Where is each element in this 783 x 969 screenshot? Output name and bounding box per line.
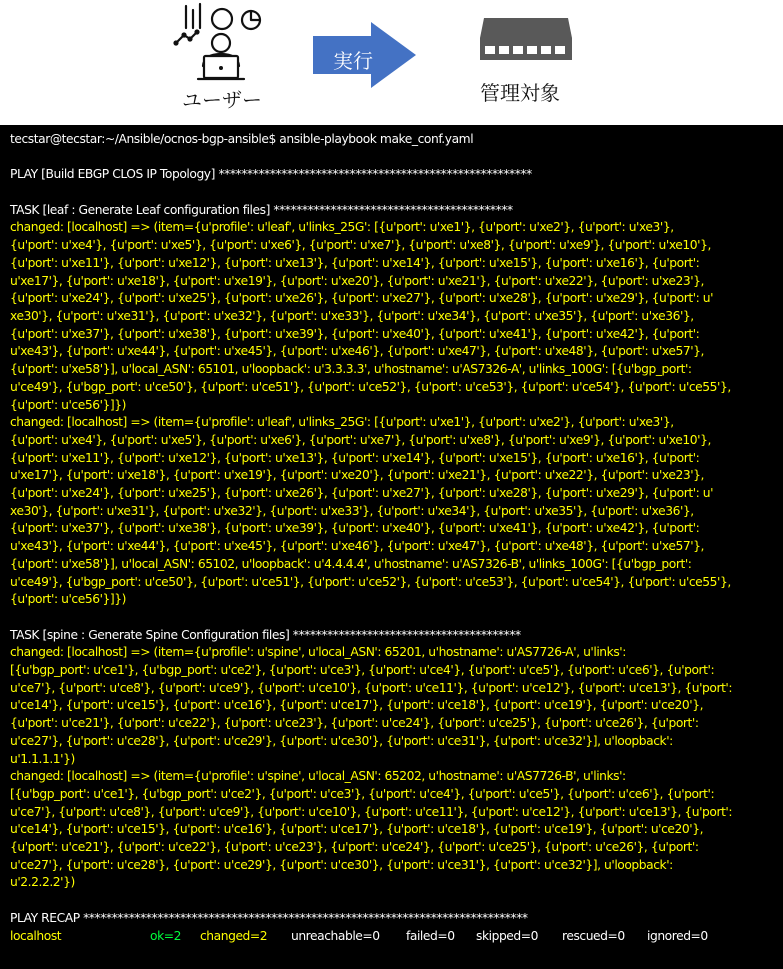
- terminal-line: {u'port': u'ce56'}]}): [10, 397, 126, 412]
- terminal-line: tecstar@tecstar:~/Ansible/ocnos-bgp-ansible$ ansible-playbook make_conf.yaml: [10, 132, 474, 146]
- terminal-line: u'2.2.2.2'}): [10, 875, 75, 890]
- terminal-line: u'xe17'}, {u'port': u'xe18'}, {u'port': u'xe19'}, {u'port': u'xe20'}, {u'port': u'xe21'}, {u'port': u'xe22'}, {u'port': u'xe23'},: [10, 468, 705, 483]
- terminal-line: TASK [leaf : Generate Leaf configuration files] ******************************************: [10, 202, 513, 217]
- terminal-line: u'ce49'}, {u'bgp_port': u'ce50'}, {u'port': u'ce51'}, {u'port': u'ce52'}, {u'port': u'ce53'}, {u'port': u'ce54'}, {u'port': u'ce55'},: [10, 574, 731, 589]
- terminal-line: PLAY RECAP ******************************************************************************: [10, 910, 528, 925]
- terminal-line: u'ce7'}, {u'port': u'ce8'}, {u'port': u'ce9'}, {u'port': u'ce10'}, {u'port': u'ce11'}, {u'port': u'ce12'}, {u'port': u'ce13'}, {u'port':: [10, 804, 733, 819]
- terminal-line: [{u'bgp_port': u'ce1'}, {u'bgp_port': u'ce2'}, {u'port': u'ce3'}, {u'port': u'ce4'}, {u'port': u'ce5'}, {u'port': u'ce6'}, {u'port':: [10, 786, 715, 801]
- terminal-lines: [10, 131, 775, 928]
- terminal-line: {u'port': u'xe24'}, {u'port': u'xe25'}, {u'port': u'xe26'}, {u'port': u'xe27'}, {u'port': u'xe28'}, {u'port': u'xe29'}, {u'port': u': [10, 486, 714, 501]
- terminal-line: u'ce14'}, {u'port': u'ce15'}, {u'port': u'ce16'}, {u'port': u'ce17'}, {u'port': u'ce18'}, {u'port': u'ce19'}, {u'port': u'ce20'},: [10, 822, 704, 837]
- workflow-diagram: [0, 0, 783, 125]
- terminal-line: {u'port': u'xe37'}, {u'port': u'xe38'}, {u'port': u'xe39'}, {u'port': u'xe40'}, {u'port': u'xe41'}, {u'port': u'xe42'}, {u'port':: [10, 521, 700, 536]
- terminal-line: u'xe17'}, {u'port': u'xe18'}, {u'port': u'xe19'}, {u'port': u'xe20'}, {u'port': u'xe21'}, {u'port': u'xe22'}, {u'port': u'xe23'},: [10, 273, 705, 288]
- terminal-line: {u'port': u'ce21'}, {u'port': u'ce22'}, {u'port': u'ce23'}, {u'port': u'ce24'}, {u'port': u'ce25'}, {u'port': u'ce26'}, {u'port':: [10, 716, 699, 731]
- terminal-line: [10, 892, 775, 910]
- terminal-line: {u'port': u'xe4'}, {u'port': u'xe5'}, {u'port': u'xe6'}, {u'port': u'xe7'}, {u'port': u'xe8'}, {u'port': u'xe9'}, {u'port': u'xe10'},: [10, 432, 711, 447]
- terminal-line: {u'port': u'ce56'}]}): [10, 592, 126, 607]
- terminal-line: u'ce7'}, {u'port': u'ce8'}, {u'port': u'ce9'}, {u'port': u'ce10'}, {u'port': u'ce11'}, {u'port': u'ce12'}, {u'port': u'ce13'}, {u'port':: [10, 680, 733, 695]
- terminal-line: {u'port': u'xe11'}, {u'port': u'xe12'}, {u'port': u'xe13'}, {u'port': u'xe14'}, {u'port': u'xe15'}, {u'port': u'xe16'}, {u'port':: [10, 255, 700, 270]
- network-switch-icon: [478, 16, 574, 66]
- recap-failed: failed=0: [406, 928, 455, 943]
- terminal-line: {u'port': u'xe11'}, {u'port': u'xe12'}, {u'port': u'xe13'}, {u'port': u'xe14'}, {u'port': u'xe15'}, {u'port': u'xe16'}, {u'port':: [10, 450, 700, 465]
- user-laptop-icon: [170, 2, 270, 84]
- recap-rescued: rescued=0: [562, 928, 625, 943]
- terminal-line: changed: [localhost] => (item={u'profile': u'leaf', u'links_25G': [{u'port': u'xe1'}, {u'port': u'xe2'}, {u'port': u'xe3'},: [10, 415, 674, 430]
- terminal-line: u'xe43'}, {u'port': u'xe44'}, {u'port': u'xe45'}, {u'port': u'xe46'}, {u'port': u'xe47'}, {u'port': u'xe48'}, {u'port': u'xe57'},: [10, 539, 705, 554]
- terminal-line: TASK [spine : Generate Spine Configuration files] ****************************************: [10, 627, 521, 642]
- terminal-line: [10, 184, 775, 202]
- terminal-line: u'ce49'}, {u'bgp_port': u'ce50'}, {u'port': u'ce51'}, {u'port': u'ce52'}, {u'port': u'ce53'}, {u'port': u'ce54'}, {u'port': u'ce55'},: [10, 379, 731, 394]
- recap-host: localhost: [10, 928, 62, 943]
- recap-ok: ok=2: [150, 928, 181, 943]
- terminal-line: xe30'}, {u'port': u'xe31'}, {u'port': u'xe32'}, {u'port': u'xe33'}, {u'port': u'xe34'}, {u'port': u'xe35'}, {u'port': u'xe36'},: [10, 309, 694, 323]
- play-recap-stats: [10, 928, 775, 946]
- terminal-line: [10, 149, 775, 167]
- terminal-line: {u'port': u'xe37'}, {u'port': u'xe38'}, {u'port': u'xe39'}, {u'port': u'xe40'}, {u'port': u'xe41'}, {u'port': u'xe42'}, {u'port':: [10, 326, 700, 341]
- execute-label: 実行: [333, 49, 373, 73]
- terminal-line: [10, 609, 775, 627]
- terminal-line: {u'port': u'xe4'}, {u'port': u'xe5'}, {u'port': u'xe6'}, {u'port': u'xe7'}, {u'port': u'xe8'}, {u'port': u'xe9'}, {u'port': u'xe10'},: [10, 238, 711, 253]
- terminal-line: PLAY [Build EBGP CLOS IP Topology] *******************************************************: [10, 167, 532, 182]
- terminal-output[interactable]: [0, 125, 783, 969]
- terminal-line: u'ce14'}, {u'port': u'ce15'}, {u'port': u'ce16'}, {u'port': u'ce17'}, {u'port': u'ce18'}, {u'port': u'ce19'}, {u'port': u'ce20'},: [10, 698, 704, 713]
- terminal-line: xe30'}, {u'port': u'xe31'}, {u'port': u'xe32'}, {u'port': u'xe33'}, {u'port': u'xe34'}, {u'port': u'xe35'}, {u'port': u'xe36'},: [10, 503, 694, 518]
- recap-unreachable: unreachable=0: [291, 928, 380, 943]
- terminal-line: {u'port': u'xe24'}, {u'port': u'xe25'}, {u'port': u'xe26'}, {u'port': u'xe27'}, {u'port': u'xe28'}, {u'port': u'xe29'}, {u'port': u': [10, 291, 714, 306]
- terminal-line: changed: [localhost] => (item={u'profile': u'spine', u'local_ASN': 65201, u'hostname': u'AS7726-A', u'links':: [10, 645, 626, 660]
- terminal-line: u'xe43'}, {u'port': u'xe44'}, {u'port': u'xe45'}, {u'port': u'xe46'}, {u'port': u'xe47'}, {u'port': u'xe48'}, {u'port': u'xe57'},: [10, 344, 705, 359]
- terminal-line: {u'port': u'xe58'}], u'local_ASN': 65101, u'loopback': u'3.3.3.3', u'hostname': u'AS7326-A', u'links_100G': [{u'bgp_port':: [10, 362, 692, 377]
- terminal-line: u'ce27'}, {u'port': u'ce28'}, {u'port': u'ce29'}, {u'port': u'ce30'}, {u'port': u'ce31'}, {u'port': u'ce32'}], u'loopback':: [10, 857, 673, 872]
- terminal-line: [{u'bgp_port': u'ce1'}, {u'bgp_port': u'ce2'}, {u'port': u'ce3'}, {u'port': u'ce4'}, {u'port': u'ce5'}, {u'port': u'ce6'}, {u'port':: [10, 663, 715, 678]
- terminal-line: {u'port': u'ce21'}, {u'port': u'ce22'}, {u'port': u'ce23'}, {u'port': u'ce24'}, {u'port': u'ce25'}, {u'port': u'ce26'}, {u'port':: [10, 840, 699, 855]
- user-label: ユーザー: [182, 88, 262, 112]
- target-label: 管理対象: [480, 81, 560, 105]
- terminal-line: u'ce27'}, {u'port': u'ce28'}, {u'port': u'ce29'}, {u'port': u'ce30'}, {u'port': u'ce31'}, {u'port': u'ce32'}], u'loopback':: [10, 733, 673, 748]
- recap-skipped: skipped=0: [476, 928, 539, 943]
- terminal-line: changed: [localhost] => (item={u'profile': u'spine', u'local_ASN': 65202, u'hostname': u'AS7726-B', u'links':: [10, 769, 626, 784]
- terminal-line: changed: [localhost] => (item={u'profile': u'leaf', u'links_25G': [{u'port': u'xe1'}, {u'port': u'xe2'}, {u'port': u'xe3'},: [10, 220, 674, 235]
- terminal-line: u'1.1.1.1'}): [10, 751, 75, 766]
- recap-changed: changed=2: [200, 928, 268, 943]
- terminal-line: {u'port': u'xe58'}], u'local_ASN': 65102, u'loopback': u'4.4.4.4', u'hostname': u'AS7326-B', u'links_100G': [{u'bgp_port':: [10, 556, 692, 571]
- recap-ignored: ignored=0: [647, 928, 708, 943]
